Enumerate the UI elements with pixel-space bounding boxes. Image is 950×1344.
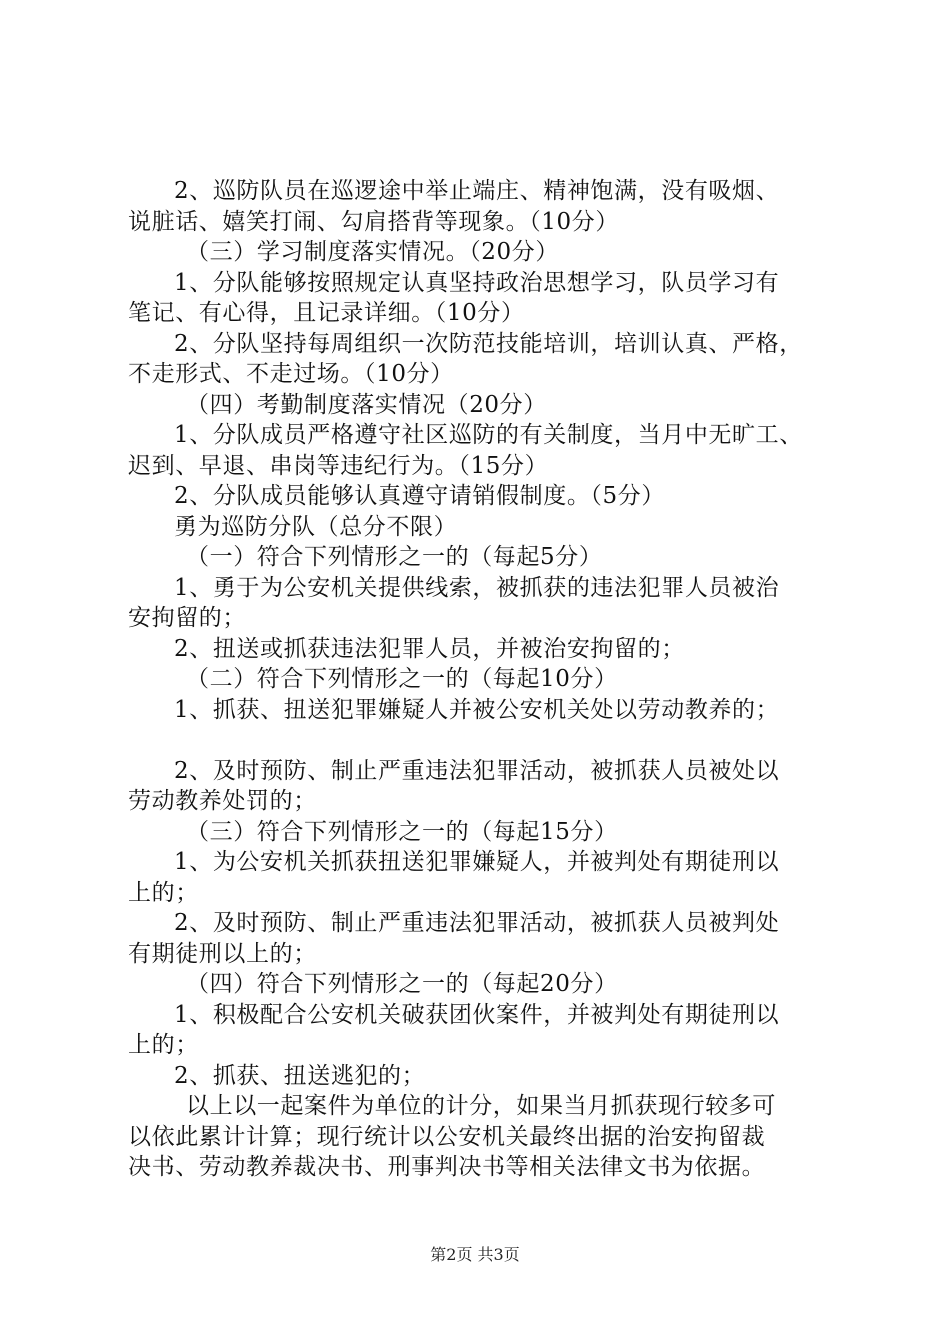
text-line: 上的； bbox=[128, 879, 199, 906]
text-line: 以上以一起案件为单位的计分，如果当月抓获现行较多可 bbox=[186, 1093, 776, 1119]
text-line: （四）符合下列情形之一的（每起20分） bbox=[186, 971, 618, 997]
text-line: 2、巡防队员在巡逻途中举止端庄、精神饱满，没有吸烟、 bbox=[174, 178, 780, 204]
text-line: （二）符合下列情形之一的（每起10分） bbox=[186, 666, 618, 692]
text-line: 2、分队成员能够认真遵守请销假制度。（5分） bbox=[174, 483, 665, 509]
document-body bbox=[128, 176, 828, 1183]
text-line: 1、为公安机关抓获扭送犯罪嫌疑人，并被判处有期徒刑以 bbox=[174, 849, 780, 875]
text-line: 1、分队成员严格遵守社区巡防的有关制度，当月中无旷工、 bbox=[174, 422, 803, 448]
text-line: 笔记、有心得，且记录详细。（10分） bbox=[128, 300, 525, 326]
text-line: 说脏话、嬉笑打闹、勾肩搭背等现象。（10分） bbox=[128, 208, 619, 235]
text-line: 安拘留的； bbox=[128, 605, 246, 631]
text-line: 1、分队能够按照规定认真坚持政治思想学习，队员学习有 bbox=[174, 269, 780, 296]
text-line: （三）符合下列情形之一的（每起15分） bbox=[186, 818, 618, 845]
text-line: 2、分队坚持每周组织一次防范技能培训，培训认真、严格， bbox=[174, 330, 803, 357]
blank-line bbox=[128, 725, 828, 756]
text-line: 劳动教养处罚的； bbox=[128, 788, 317, 814]
text-line: （三）学习制度落实情况。（20分） bbox=[186, 239, 559, 265]
text-line: 2、抓获、扭送逃犯的； bbox=[174, 1062, 426, 1089]
text-line: 有期徒刑以上的； bbox=[128, 940, 317, 967]
text-line: 不走形式、不走过场。（10分） bbox=[128, 361, 454, 387]
text-line: 2、扭送或抓获违法犯罪人员，并被治安拘留的； bbox=[174, 635, 685, 662]
text-line: 2、及时预防、制止严重违法犯罪活动，被抓获人员被判处 bbox=[174, 910, 780, 936]
text-line: 2、及时预防、制止严重违法犯罪活动，被抓获人员被处以 bbox=[174, 757, 780, 784]
text-line: 上的； bbox=[128, 1032, 199, 1058]
text-line: 决书、劳动教养裁决书、刑事判决书等相关法律文书为依据。 bbox=[128, 1154, 766, 1180]
text-line: 以依此累计计算；现行统计以公安机关最终出据的治安拘留裁 bbox=[128, 1123, 766, 1150]
text-line: 勇为巡防分队（总分不限） bbox=[174, 513, 458, 540]
text-line: 迟到、早退、串岗等违纪行为。（15分） bbox=[128, 452, 549, 479]
text-line: （一）符合下列情形之一的（每起5分） bbox=[186, 544, 603, 570]
text-line: （四）考勤制度落实情况（20分） bbox=[186, 391, 547, 418]
text-line: 1、抓获、扭送犯罪嫌疑人并被公安机关处以劳动教养的； bbox=[174, 696, 780, 723]
text-line: 1、勇于为公安机关提供线索，被抓获的违法犯罪人员被治 bbox=[174, 574, 780, 601]
text-line: 1、积极配合公安机关破获团伙案件，并被判处有期徒刑以 bbox=[174, 1001, 780, 1028]
page-footer: 第2页 共3页 bbox=[430, 1245, 520, 1264]
